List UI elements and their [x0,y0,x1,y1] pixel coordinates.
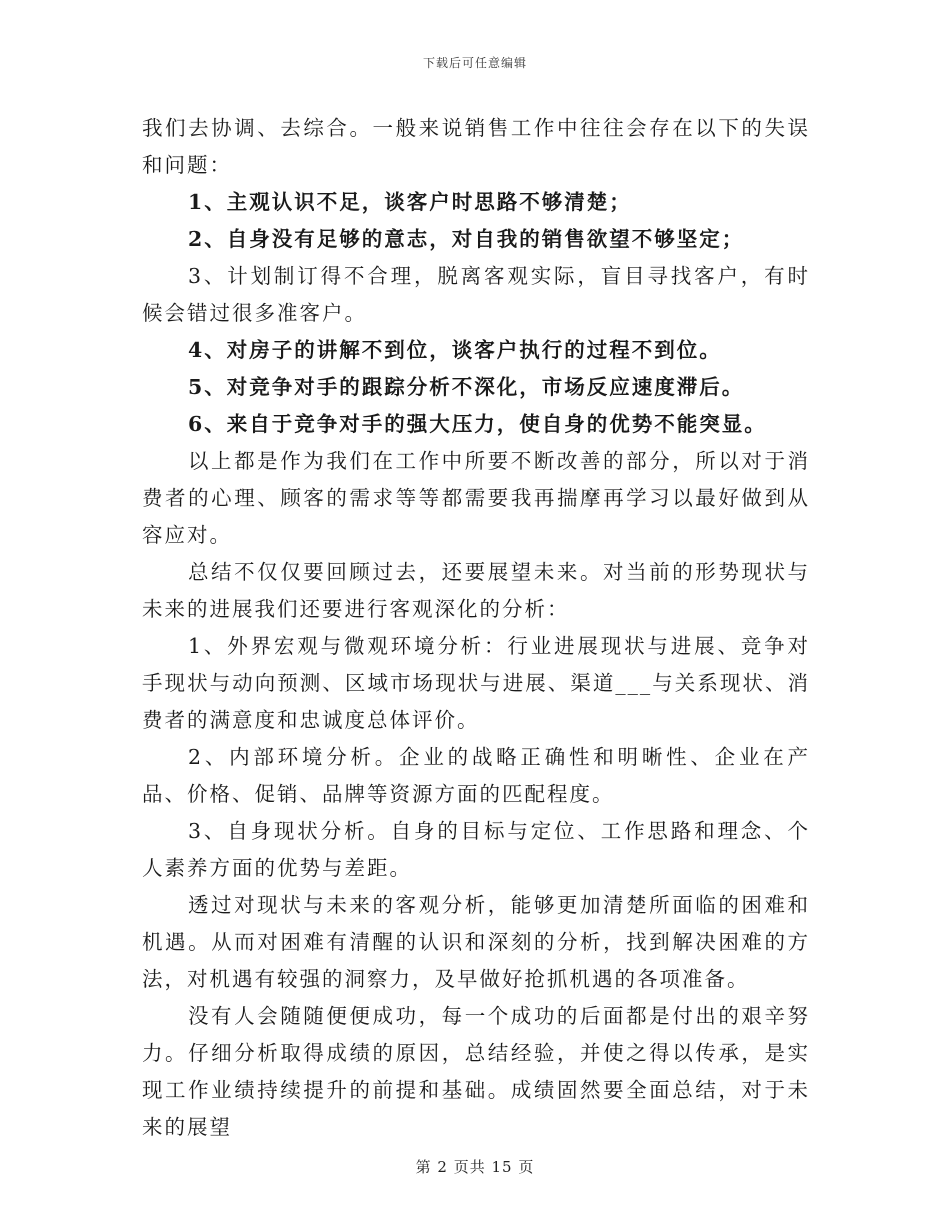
paragraph: 1、外界宏观与微观环境分析：行业进展现状与进展、竞争对手现状与动向预测、区域市场现状与进展、渠道___与关系现状、消费者的满意度和忠诚度总体评价。 [142,634,810,732]
paragraph: 透过对现状与未来的客观分析，能够更加清楚所面临的困难和机遇。从而对困难有清醒的认识和深刻的分析，找到解决困难的方法，对机遇有较强的洞察力，及早做好抢抓机遇的各项准备。 [142,893,810,991]
paragraph: 总结不仅仅要回顾过去，还要展望未来。对当前的形势现状与未来的进展我们还要进行客观深化的分析： [142,560,810,621]
header-note: 下载后可任意编辑 [422,56,527,70]
paragraph: 3、自身现状分析。自身的目标与定位、工作思路和理念、个人素养方面的优势与差距。 [142,819,810,880]
paragraph: 以上都是作为我们在工作中所要不断改善的部分，所以对于消费者的心理、顾客的需求等等都需要我再揣摩再学习以最好做到从容应对。 [142,449,810,547]
paragraph-bold: 6、来自于竞争对手的强大压力，使自身的优势不能突显。 [188,412,767,436]
paragraph-bold: 1、主观认识不足，谈客户时思路不够清楚； [188,190,632,214]
paragraph: 没有人会随随便便成功，每一个成功的后面都是付出的艰辛努力。仔细分析取得成绩的原因，总结经验，并使之得以传承，是实现工作业绩持续提升的前提和基础。成绩固然要全面总结，对于未来的展望 [142,1004,810,1139]
paragraph: 我们去协调、去综合。一般来说销售工作中往往会存在以下的失误和问题： [142,116,810,177]
paragraph: 3、计划制订得不合理，脱离客观实际，盲目寻找客户，有时候会错过很多准客户。 [142,264,810,325]
document-body [142,110,810,1146]
paragraph-bold: 5、对竞争对手的跟踪分析不深化，市场反应速度滞后。 [188,375,745,399]
paragraph-bold: 4、对房子的讲解不到位，谈客户执行的过程不到位。 [188,338,722,362]
page-number: 第 2 页共 15 页 [415,1158,535,1176]
paragraph-bold: 2、自身没有足够的意志，对自我的销售欲望不够坚定； [188,227,745,251]
paragraph: 2、内部环境分析。企业的战略正确性和明晰性、企业在产品、价格、促销、品牌等资源方面的匹配程度。 [142,745,810,806]
